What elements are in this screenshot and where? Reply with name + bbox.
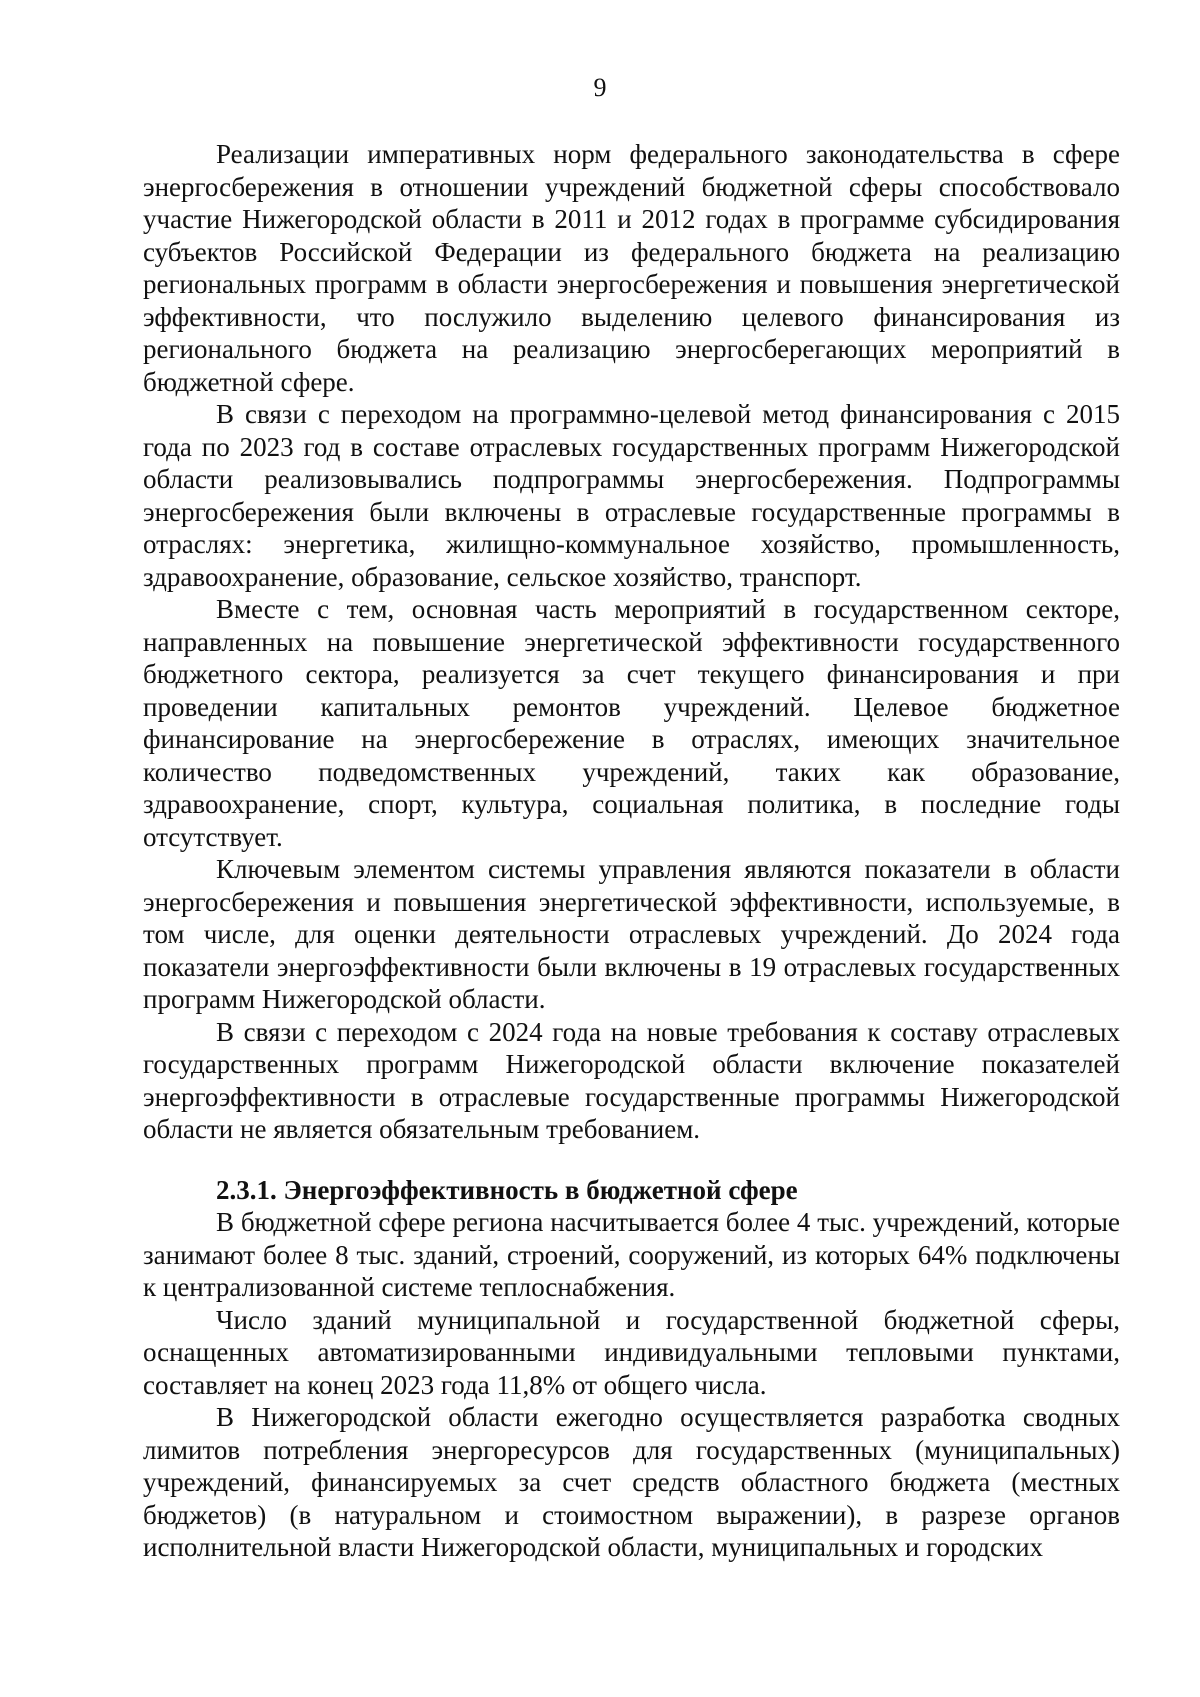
section-heading: 2.3.1. Энергоэффективность в бюджетной сфере — [216, 1174, 798, 1205]
section-paragraph-2: Число зданий муниципальной и государственной бюджетной сферы, оснащенных автоматизированными индивидуальными тепловыми пунктами, составляет на конец 2023 года 11,8% от общего числа. — [143, 1304, 1120, 1400]
page-body — [143, 138, 1120, 1564]
paragraph-2: В связи с переходом на программно-целевой метод финансирования с 2015 года по 2023 год в составе отраслевых государственных программ Нижегородской области реализовывались подпрограммы энергосбережения. Подпрограммы энергосбережения были включены в отраслевые государственные программы в отраслях: энергетика, жилищно-коммунальное хозяйство, промышленность, здравоохранение, образование, сельское хозяйство, транспорт. — [143, 399, 1120, 592]
page-number: 9 — [593, 73, 607, 102]
paragraph-4: Ключевым элементом системы управления являются показатели в области энергосбережения и повышения энергетической эффективности, используемые, в том числе, для оценки деятельности отраслевых учреждений. До 2024 года показатели энергоэффективности были включены в 19 отраслевых государственных программ Нижегородской области. — [143, 854, 1120, 1014]
section-paragraph-3: В Нижегородской области ежегодно осуществляется разработка сводных лимитов потребления энергоресурсов для государственных (муниципальных) учреждений, финансируемых за счет средств областного бюджета (местных бюджетов) (в натуральном и стоимостном выражении), в разрезе органов исполнительной власти Нижегородской области, муниципальных и городских — [143, 1402, 1120, 1562]
paragraph-5: В связи с переходом с 2024 года на новые требования к составу отраслевых государственных программ Нижегородской области включение показателей энергоэффективности в отраслевые государственные программы Нижегородской области не является обязательным требованием. — [143, 1016, 1120, 1144]
paragraph-1: Реализации императивных норм федерального законодательства в сфере энергосбережения в отношении учреждений бюджетной сферы способствовало участие Нижегородской области в 2011 и 2012 годах в программе субсидирования субъектов Российской Федерации из федерального бюджета на реализацию региональных программ в области энергосбережения и повышения энергетической эффективности, что послужило выделению целевого финансирования из регионального бюджета на реализацию энергосберегающих мероприятий в бюджетной сфере. — [143, 139, 1120, 397]
paragraph-3: Вместе с тем, основная часть мероприятий в государственном секторе, направленных на повышение энергетической эффективности государственного бюджетного сектора, реализуется за счет текущего финансирования и при проведении капитальных ремонтов учреждений. Целевое бюджетное финансирование на энергосбережение в отраслях, имеющих значительное количество подведомственных учреждений, таких как образование, здравоохранение, спорт, культура, социальная политика, в последние годы отсутствует. — [143, 594, 1120, 852]
section-paragraph-1: В бюджетной сфере региона насчитывается более 4 тыс. учреждений, которые занимают более 8 тыс. зданий, строений, сооружений, из которых 64% подключены к централизованной системе теплоснабжения. — [143, 1207, 1120, 1302]
